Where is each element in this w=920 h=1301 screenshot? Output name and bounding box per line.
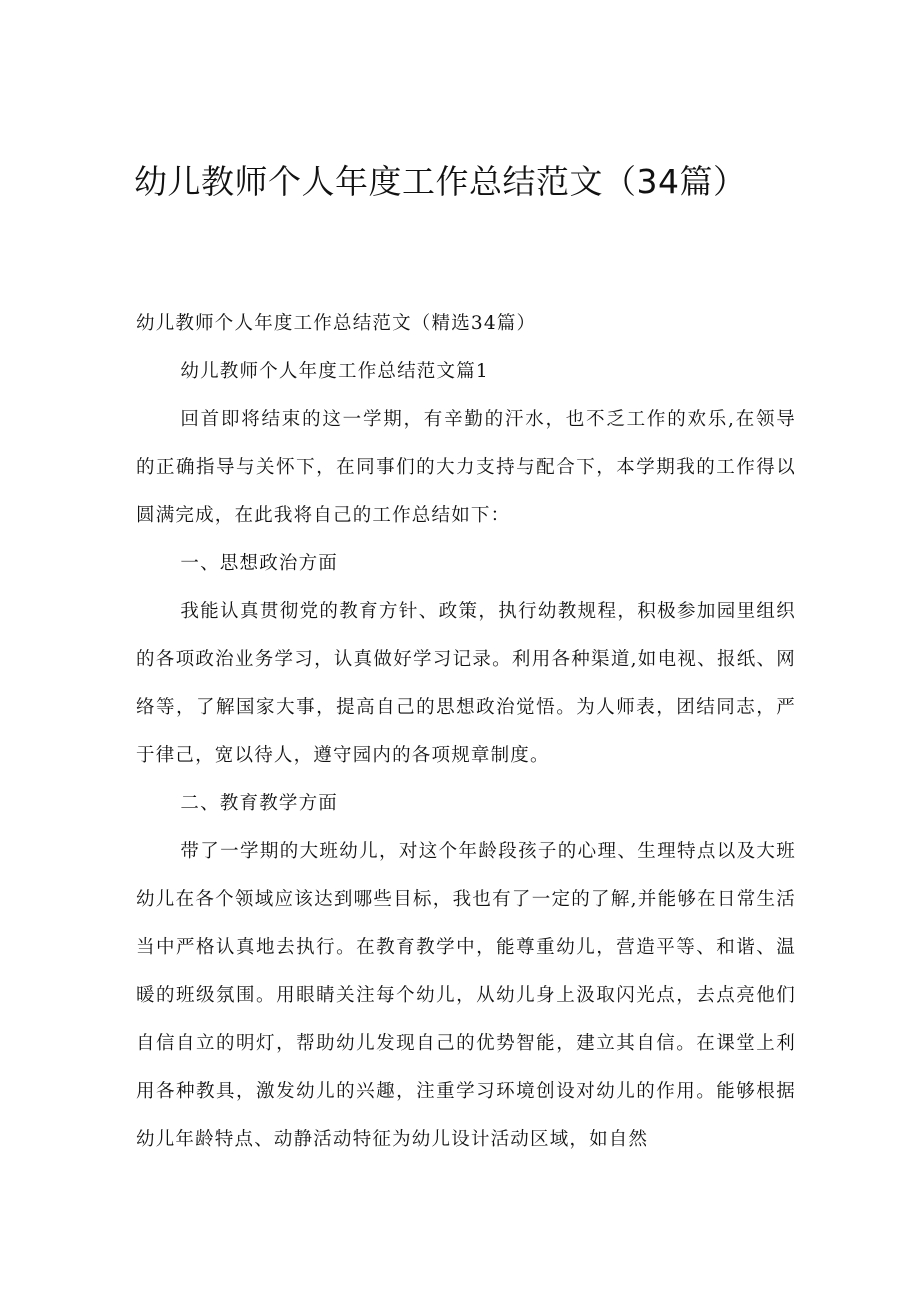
document-body	[136, 300, 796, 1164]
section-heading: 二、教育教学方面	[180, 793, 338, 814]
section-heading: 幼儿教师个人年度工作总结范文篇1	[180, 361, 489, 382]
section-heading: 一、思想政治方面	[180, 553, 338, 574]
document-title: 幼儿教师个人年度工作总结范文（34篇）	[134, 162, 747, 201]
body-paragraph: 带了一学期的大班幼儿，对这个年龄段孩子的心理、生理特点以及大班幼儿在各个领域应该达到哪些目标，我也有了一定的了解,并能够在日常生活当中严格认真地去执行。在教育教学中，能尊重幼儿，营造平等、和谐、温暖的班级氛围。用眼睛关注每个幼儿，从幼儿身上汲取闪光点，去点亮他们自信自立的明灯，帮助幼儿发现自己的优势智能，建立其自信。在课堂上利用各种教具，激发幼儿的兴趣，注重学习环境创设对幼儿的作用。能够根据幼儿年龄特点、动静活动特征为幼儿设计活动区域，如自然	[136, 841, 796, 1150]
document-subtitle: 幼儿教师个人年度工作总结范文（精选34篇）	[136, 313, 537, 334]
body-paragraph: 我能认真贯彻党的教育方针、政策，执行幼教规程，积极参加园里组织的各项政治业务学习，认真做好学习记录。利用各种渠道,如电视、报纸、网络等，了解国家大事，提高自己的思想政治觉悟。为人师表，团结同志，严于律己，宽以待人，遵守园内的各项规章制度。	[136, 601, 796, 766]
body-paragraph: 回首即将结束的这一学期，有辛勤的汗水，也不乏工作的欢乐,在领导的正确指导与关怀下，在同事们的大力支持与配合下，本学期我的工作得以圆满完成，在此我将自己的工作总结如下：	[136, 409, 796, 526]
